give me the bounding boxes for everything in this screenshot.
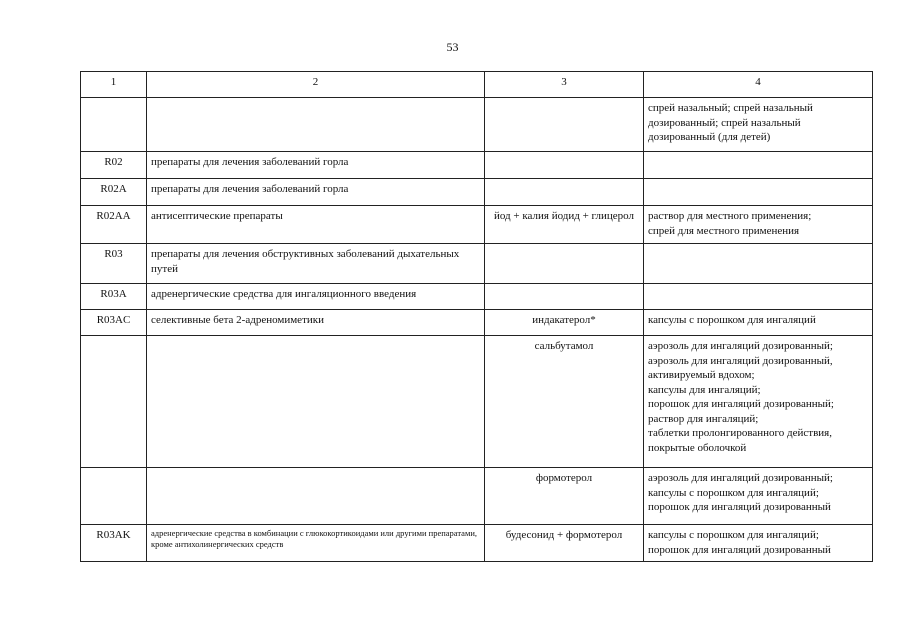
drug-name-cell: индакатерол* <box>485 310 644 336</box>
dosage-form-line: порошок для ингаляций дозированный <box>648 501 831 513</box>
dosage-form-line: покрытые оболочкой <box>648 441 747 454</box>
dosage-forms-cell <box>644 98 873 152</box>
dosage-form-line: спрей назальный; спрей назальный <box>648 102 813 114</box>
atc-code-cell: R02A <box>81 179 147 206</box>
drug-table <box>80 71 873 562</box>
table-row <box>81 468 873 525</box>
atc-code-cell: R03AC <box>81 310 147 336</box>
dosage-forms-cell <box>644 525 873 562</box>
atc-code-cell: R03A <box>81 284 147 310</box>
anatomical-group-cell <box>147 98 485 152</box>
dosage-form-line: порошок для ингаляций дозированный <box>648 543 831 556</box>
anatomical-group-cell: адренергические средства для ингаляционного введения <box>147 284 485 310</box>
anatomical-group-cell: адренергические средства в комбинации с глюкокортикоидами или другими препаратами, кроме антихолинергических средств <box>147 525 485 562</box>
header-cell: 3 <box>485 72 644 98</box>
drug-name-cell <box>485 284 644 310</box>
drug-name-cell <box>485 179 644 206</box>
dosage-form-line: спрей для местного применения <box>648 224 800 237</box>
dosage-form-line: аэрозоль для ингаляций дозированный, <box>648 354 833 367</box>
dosage-form-line: капсулы для ингаляций; <box>648 383 761 396</box>
header-cell: 2 <box>147 72 485 98</box>
dosage-form-line: активируемый вдохом; <box>648 369 755 381</box>
dosage-form-line: капсулы с порошком для ингаляций; <box>648 529 819 541</box>
atc-code-cell <box>81 98 147 152</box>
dosage-forms-cell <box>644 284 873 310</box>
header-cell: 4 <box>644 72 873 98</box>
dosage-form-line: раствор для ингаляций; <box>648 412 759 425</box>
header-cell: 1 <box>81 72 147 98</box>
anatomical-group-cell: препараты для лечения заболеваний горла <box>147 179 485 206</box>
table-row <box>81 98 873 152</box>
atc-code-cell: R03AK <box>81 525 147 562</box>
dosage-forms-cell <box>644 206 873 244</box>
anatomical-group-cell: антисептические препараты <box>147 206 485 244</box>
anatomical-group-cell: препараты для лечения заболеваний горла <box>147 152 485 179</box>
dosage-forms-cell <box>644 244 873 284</box>
anatomical-group-cell <box>147 468 485 525</box>
dosage-form-line: дозированный; спрей назальный <box>648 116 801 129</box>
drug-name-cell: йод + калия йодид + глицерол <box>485 206 644 244</box>
table-row <box>81 244 873 284</box>
drug-name-cell <box>485 152 644 179</box>
dosage-form-line: капсулы с порошком для ингаляций <box>648 314 816 326</box>
anatomical-group-cell: селективные бета 2-адреномиметики <box>147 310 485 336</box>
atc-code-cell: R03 <box>81 244 147 284</box>
drug-name-cell: будесонид + формотерол <box>485 525 644 562</box>
anatomical-group-cell <box>147 336 485 468</box>
atc-code-cell <box>81 468 147 525</box>
dosage-form-line: капсулы с порошком для ингаляций; <box>648 486 819 499</box>
table-row <box>81 310 873 336</box>
drug-name-cell: сальбутамол <box>485 336 644 468</box>
anatomical-group-cell: препараты для лечения обструктивных заболеваний дыхательных путей <box>147 244 485 284</box>
dosage-forms-cell <box>644 179 873 206</box>
table-row <box>81 179 873 206</box>
atc-code-cell: R02AA <box>81 206 147 244</box>
dosage-form-line: аэрозоль для ингаляций дозированный; <box>648 472 833 484</box>
drug-name-cell: формотерол <box>485 468 644 525</box>
dosage-forms-cell <box>644 152 873 179</box>
dosage-form-line: раствор для местного применения; <box>648 210 812 222</box>
drug-name-cell <box>485 244 644 284</box>
dosage-form-line: таблетки пролонгированного действия, <box>648 427 832 439</box>
atc-code-cell: R02 <box>81 152 147 179</box>
page-number: 53 <box>446 40 459 54</box>
table-row <box>81 525 873 562</box>
table-row <box>81 336 873 468</box>
dosage-form-line: порошок для ингаляций дозированный; <box>648 398 834 410</box>
dosage-forms-cell <box>644 310 873 336</box>
table-header-row <box>81 72 873 98</box>
dosage-forms-cell <box>644 336 873 468</box>
dosage-form-line: дозированный (для детей) <box>648 131 771 143</box>
dosage-forms-cell <box>644 468 873 525</box>
dosage-form-line: аэрозоль для ингаляций дозированный; <box>648 340 833 352</box>
atc-code-cell <box>81 336 147 468</box>
table-row <box>81 284 873 310</box>
table-row <box>81 152 873 179</box>
table-row <box>81 206 873 244</box>
drug-name-cell <box>485 98 644 152</box>
